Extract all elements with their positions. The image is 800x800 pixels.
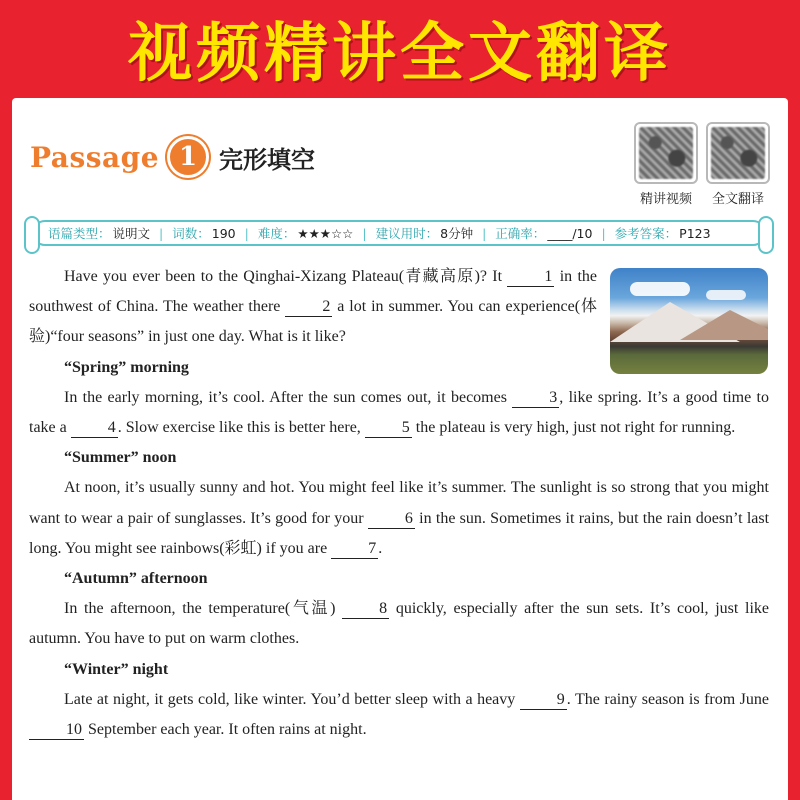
passage-body: [29, 262, 769, 745]
info-genre: 语篇类型： 说明文: [48, 226, 151, 241]
heading-autumn: “Autumn” afternoon: [64, 570, 208, 588]
blank-10[interactable]: 10: [29, 721, 84, 740]
top-banner: [0, 0, 800, 96]
paragraph-autumn: In the afternoon, the temperature(气温) 8 quickly, especially after the sun sets. It’s cool, just like autumn. You have to put on warm clothes.: [29, 600, 769, 648]
paragraph-spring: In the early morning, it’s cool. After the sun comes out, it becomes 3 , like spring. It’s a good time to take a 4 . Slow exercise like this is better here, 5 the plateau is very high, just not right for running.: [29, 388, 769, 437]
translation-qr-code[interactable]: [706, 122, 770, 184]
paragraph-intro: Have you ever been to the Qinghai-Xizang Plateau(青藏高原)? It 1 in the southwest of China. The weather there 2 a lot in summer. You can experience(体验)“four seasons” in just one day. What is it like?: [29, 268, 598, 346]
blank-5[interactable]: 5: [365, 419, 412, 438]
blank-4[interactable]: 4: [71, 419, 118, 438]
info-difficulty: 难度： ★★★☆☆: [257, 225, 354, 241]
blank-9[interactable]: 9: [520, 691, 567, 710]
info-word-count: 词数： 190: [172, 225, 236, 241]
passage-label: Passage: [30, 140, 160, 174]
banner-title: 视频精讲全文翻译: [128, 17, 672, 91]
video-qr-code[interactable]: [634, 122, 698, 184]
heading-winter: “Winter” night: [64, 660, 169, 678]
info-accuracy: 正确率： ____/10: [495, 225, 593, 241]
video-qr-label: 精讲视频: [639, 192, 692, 207]
blank-2[interactable]: 2: [285, 298, 332, 317]
passage-type: 完形填空: [219, 145, 316, 174]
info-suggested-time: 建议用时： 8分钟: [375, 226, 474, 241]
passage-info-bar: 语篇类型： 说明文 | 词数： 190 | 难度： ★★★☆☆ | 建议用时： 8分钟 | 正确率： ____/10 | 参考答案： P123: [32, 220, 766, 246]
blank-6[interactable]: 6: [368, 510, 415, 529]
blank-8[interactable]: 8: [342, 600, 389, 619]
heading-summer: “Summer” noon: [64, 449, 177, 467]
info-answer-page: 参考答案： P123: [614, 225, 711, 241]
passage-page: [12, 98, 788, 800]
passage-number-badge: [167, 136, 209, 178]
passage-header: [30, 136, 315, 178]
heading-spring: “Spring” morning: [64, 358, 189, 376]
paragraph-summer: At noon, it’s usually sunny and hot. You might feel like it’s summer. The sunlight is so strong that you might want to wear a pair of sunglasses. It’s good for your 6 in the sun. Sometimes it rains, but the rain doesn’t last long. You might see rainbows(彩虹) if you are 7 .: [29, 479, 770, 557]
blank-3[interactable]: 3: [512, 389, 559, 408]
passage-number: 1: [178, 142, 198, 172]
paragraph-winter: Late at night, it gets cold, like winter. You’d better sleep with a heavy 9 . The rainy season is from June 10 September each year. It often rains at night.: [29, 685, 769, 745]
blank-7[interactable]: 7: [331, 540, 378, 559]
blank-1[interactable]: 1: [507, 268, 554, 287]
translation-qr-label: 全文翻译: [711, 192, 764, 207]
